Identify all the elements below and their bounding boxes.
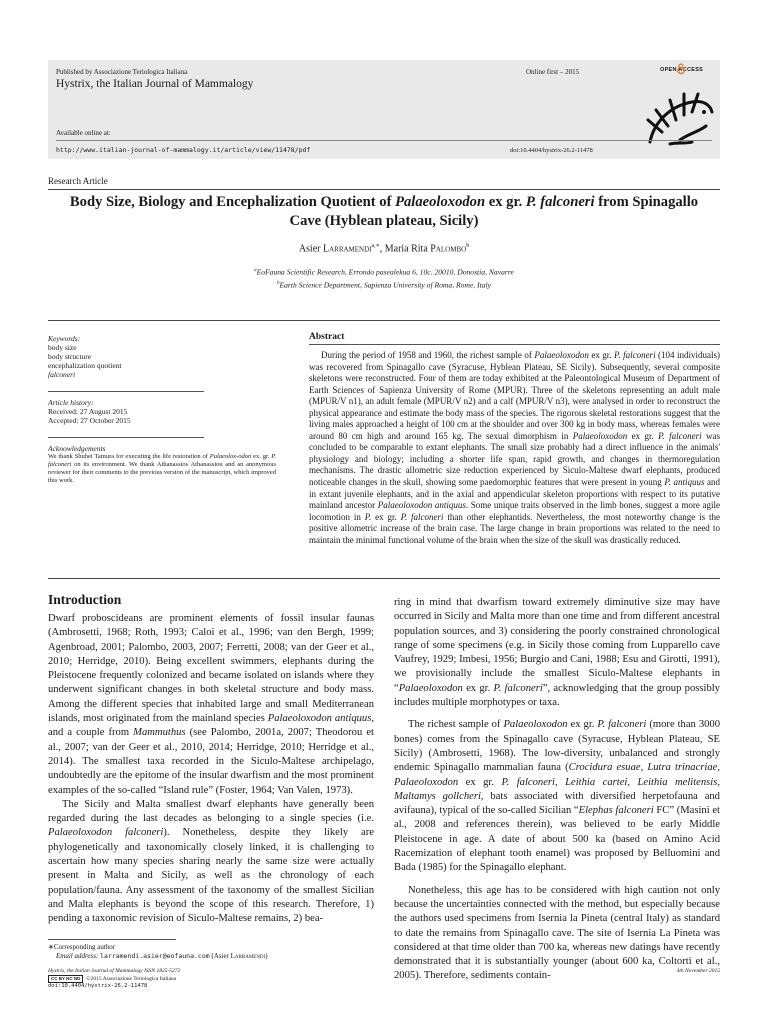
abstract-bottom-rule — [48, 578, 720, 579]
accepted-date: Accepted: 27 October 2015 — [48, 416, 131, 425]
sidebar-divider — [48, 391, 204, 392]
intro-paragraph-1: Dwarf proboscideans are prominent elements of fossil insular faunas (Ambrosetti, 1968; Roth, 1993; Caloi et al., 1996; van den Bergh, 1999; Agenbroad, 2001; Palombo, 2003, 2007; Ferretti, 2008; van der Geer et al., 2010; Herridge, 2010). Being excellent swimmers, elephants during the Pleistocene frequently colonized and became isolated on islands where they underwent significant changes in both skeletal structure and body mass. Among the different species that inhabited large and small Mediterranean islands, most originated from the mainland species Palaeoloxodon antiquus, and a couple from Mammuthus (see Palombo, 2001a, 2007; Theodorou et al., 2007; van der Geer et al., 2010, 2014; Herridge, 2010; Herridge et al., 2014). The smallest taxa recorded in the Siculo-Maltese archipelago, undoubtedly are the epitome of the insular dwarfism and the most prominent examples of the so-called “Island rule” (Foster, 1964; Van Valen, 1973). — [48, 613, 375, 796]
header-doi[interactable]: doi:10.4404/hystrix-26.2-11478 — [510, 147, 593, 154]
body-column-right — [394, 596, 720, 984]
section-heading-introduction: Introduction — [48, 592, 122, 607]
footer-copyright: ©2015 Associazione Teriologica Italiana — [86, 975, 177, 982]
footer-doi[interactable]: doi:10.4404/hystrix-26.2-11478 — [48, 983, 148, 989]
keywords-title: Keywords: — [48, 334, 81, 343]
footer-date: 4th November 2015 — [676, 968, 720, 974]
online-first: Online first – 2015 — [526, 68, 580, 76]
sidebar-divider — [48, 437, 204, 438]
abstract-title: Abstract — [309, 332, 345, 342]
history-title: Article history: — [48, 398, 94, 407]
available-online-label: Available online at: — [56, 129, 111, 137]
article-url[interactable]: http://www.italian-journal-of-mammalogy.it/article/view/11478/pdf — [56, 146, 311, 154]
intro-paragraph-4: The richest sample of Palaeoloxodon ex gr. P. falconeri (more than 3000 bones) comes from the Spinagallo cave (Syracuse, Hyblean Plateau, SE Sicily) (Ambrosetti, 1968). The low-diversity, unbalanced and strongly endemic Spinagallo mammalian fauna (Crocidura esuae, Lutra trinacriae, Palaeoloxodon ex gr. P. falconeri, Leithia cartei, Leithia melitensis, Maltamys gollcheri, bats associated with diversified herpetofauna and avifauna), typical of the so-called Sicilian “Elephas falconeri FC” (Masini et al., 2008 and references therein), was believed to be early Middle Pleistocene in age. A date of about 500 ka (based on Amino Acid Racemization of elephant tooth enamel) was proposed by Belluomini and Bada (1985) for the Spinagallo elephant. — [394, 719, 721, 874]
header-divider — [56, 140, 712, 141]
intro-paragraph-3: ring in mind that dwarfism toward extremely diminutive size may have occurred in Sicily and Malta more than one time and from different ancestral population sources, and 3) considering the poorly constrained chronological range of some specimens (e.g. in Sicily those coming from Lupparello cave Vaufrey, 1929; Imbesi, 1956; Burgio and Cani, 1988; Esu and Girotti, 1991), we provisionally include the smallest Siculo-Maltese elephants in “Palaeoloxodon ex gr. P. falconeri”, acknowledging that the group possibly includes multiple morphotypes or taxa. — [394, 597, 720, 709]
publisher-line: Published by Associazione Teriologica Italiana — [56, 68, 188, 76]
abstract-top-rule — [48, 320, 720, 321]
ack-text: We thank Shuhei Tamura for executing the life restoration of Palaeolox-odon ex. gr. P. falconeri on its environment. We thank Athanassios Athanassiou and an anonymous reviewer for their comments to the previous version of the manuscript, which improved this work. — [48, 453, 276, 484]
article-type: Research Article — [48, 176, 108, 186]
keyword-item: body structure — [48, 352, 92, 361]
journal-name[interactable]: Hystrix, the Italian Journal of Mammalogy — [56, 78, 254, 90]
title-rule — [48, 189, 720, 190]
keyword-item: falconeri — [48, 370, 76, 379]
author-larramendi[interactable]: Larramendi — [322, 243, 372, 255]
footnote-rule — [48, 939, 176, 940]
article-title: Body Size, Biology and Encephalization Quotient of Palaeoloxodon ex gr. P. falconeri from Spinagallo Cave (Hyblean plateau, Sicily) — [69, 194, 699, 229]
open-access-lock-icon — [676, 63, 686, 75]
affiliations: $^a$EoFauna Scientific Research, Errondo pasealekua 6, 10c. 20010, Donostia, Navarre $^b$Earth Science Department, Sapienza University of Roma, Rome, Italy — [254, 267, 514, 290]
body-column-left — [48, 612, 374, 927]
affiliation-a: EoFauna Scientific Research, Errondo pasealekua 6, 10c. 20010, Donostia, Navarre — [256, 267, 514, 277]
intro-paragraph-2: The Sicily and Malta smallest dwarf elephants have generally been regarded during the last decades as belonging to a single species (i.e. Palaeoloxodon falconeri). Nonetheless, despite they likely are phylogenetically and taxonomically closely linked, it is challenging to ascertain how many species sharing nearly the same size were actually present in Malta and Sicily, as well as the chronology of each population/fauna. Any assessment of the taxonomy of the smallest Sicilian and Malta elephants is beyond the scope of this research. Therefore, 1) pending a taxonomic revision of Siculo-Maltese remains, 2) bea- — [48, 798, 374, 925]
history-block — [48, 398, 278, 425]
affiliation-b: Earth Science Department, Sapienza University of Roma, Rome, Italy — [279, 280, 492, 290]
keywords-block — [48, 334, 278, 379]
footnote: ∗Corresponding author Email address: larramendi.asier@eofauna.com (Asier Larramendi) — [48, 943, 374, 961]
ack-title: Acknowledgements — [48, 444, 106, 453]
keyword-item: body size — [48, 343, 77, 352]
open-access-label: OPEN ACCESS — [660, 67, 704, 73]
received-date: Received: 27 August 2015 — [48, 407, 128, 416]
footer-issn: Hystrix, the Italian Journal of Mammalogy ISSN 1825-5272 — [48, 968, 181, 974]
cc-license-icon[interactable]: CC BY NC ND — [48, 975, 83, 983]
keyword-item: encephalization quotient — [48, 361, 122, 370]
intro-paragraph-5: Nonetheless, this age has to be considered with high caution not only because the uncertainties connected with the method, but especially because the authors used specimens from Isernia la Pineta (central Italy) as standard to date the remains from Spinagallo cave. The site of Isernia La Pineta was considered at that time older than 700 ka, whereas new datings have recently demonstrated that it is substantially younger (about 600 ka, Coltorti et al., 2005). Therefore, sediments contain- — [394, 884, 720, 982]
author-palombo[interactable]: Palombo — [430, 243, 467, 255]
acknowledgements-block — [48, 444, 278, 485]
author-list: Asier Larramendi$^{a,∗}$, Maria Rita Palombo$^b$ — [298, 243, 470, 255]
corresponding-author: ∗Corresponding author — [48, 943, 116, 951]
abstract-rule — [309, 344, 720, 345]
abstract-body: During the period of 1958 and 1960, the richest sample of Palaeoloxodon ex gr. P. falconeri (104 individuals) was recovered from Spinagallo cave (Syracuse, Hyblean Plateau, SE Sicily). Subsequently, several composite skeletons were reconstructed. Four of them are today exhibited at the Paleontological Museum of Department of Earth Sciences of Sapienza University of Rome (MPUR). Three of the skeletons representing an adult male (MPUR/V n1), an adult female (MPUR/V n2) and a calf (MPUR/V n3), were analysed in order to reconstruct the physical appearance and estimate the body mass of the species. The rigorous skeletal restorations suggest that the living males approached a height of 100 cm at the shoulder and over 300 kg in body mass, whereas females were around 80 cm high and around 165 kg. The sexual dimorphism in Palaeoloxodon ex gr. P. falconeri was concluded to be comparable to extant elephants. The small size probably had a direct influence in the animals' physiology and biology; including a shorter life span, rapid growth, and changes in thermoregulation mechanisms. The drastic allometric size reduction experienced by Siculo-Maltese dwarf elephants, produced noticeable changes in the skull, showing some paedomorphic features that were present in young P. antiquus and in extant juvenile elephants, and in the axial and appendicular skeleton proportions with respect to its putative mainland ancestor Palaeoloxodon antiquus. Some unique traits observed in the limb bones, suggest a more agile locomotion in P. ex gr. P. falconeri than other elephantids. Nevertheless, the most noteworthy change is the positive allometric increase of the brain case. The large change in brain proportions was related to the need to maintain the minimal functional volume of the brain when the size of the skull was drastically reduced. — [309, 350, 721, 545]
email-link[interactable]: larramendi.asier@eofauna.com — [100, 952, 210, 960]
